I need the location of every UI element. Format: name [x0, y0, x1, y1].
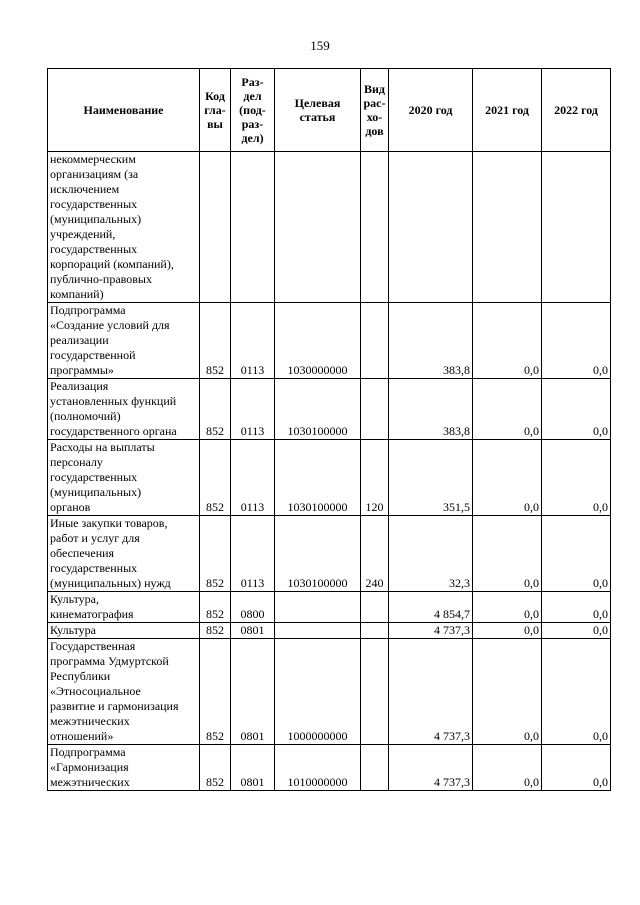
- cell-vid-rashodov: [361, 592, 389, 623]
- name-line: межэтнических: [50, 775, 130, 789]
- cell-celevaya-statya: 1030000000: [275, 303, 361, 379]
- cell-2020: 4 737,3: [389, 639, 473, 745]
- name-line: (муниципальных): [50, 212, 142, 226]
- cell-kod-glavy: 852: [200, 623, 231, 639]
- cell-razdel: 0801: [231, 639, 275, 745]
- name-line: государственных: [50, 197, 138, 211]
- name-line: некоммерческим: [50, 152, 136, 166]
- cell-vid-rashodov: [361, 379, 389, 440]
- header-2021: 2021 год: [473, 69, 542, 152]
- cell-name: [48, 639, 200, 745]
- cell-celevaya-statya: 1000000000: [275, 639, 361, 745]
- header-line: рас-: [363, 96, 386, 110]
- cell-2021: 0,0: [473, 623, 542, 639]
- cell-2021: 0,0: [473, 639, 542, 745]
- cell-kod-glavy: 852: [200, 440, 231, 516]
- name-line: (муниципальных): [50, 485, 142, 499]
- table-row: [48, 639, 611, 745]
- cell-2020: 4 737,3: [389, 745, 473, 791]
- cell-vid-rashodov: [361, 745, 389, 791]
- cell-vid-rashodov: 240: [361, 516, 389, 592]
- cell-celevaya-statya: [275, 623, 361, 639]
- cell-celevaya-statya: 1010000000: [275, 745, 361, 791]
- name-line: (полномочий): [50, 409, 121, 423]
- header-2020: 2020 год: [389, 69, 473, 152]
- table-row: [48, 745, 611, 791]
- cell-2020: 4 854,7: [389, 592, 473, 623]
- table-row: [48, 379, 611, 440]
- cell-kod-glavy: 852: [200, 379, 231, 440]
- header-name: Наименование: [48, 69, 200, 152]
- header-row: [48, 69, 611, 152]
- name-line: Расходы на выплаты: [50, 440, 155, 454]
- table-row: [48, 623, 611, 639]
- cell-vid-rashodov: [361, 639, 389, 745]
- name-line: работ и услуг для: [50, 531, 140, 545]
- header-line: дел): [241, 131, 264, 145]
- header-line: статья: [299, 110, 336, 124]
- cell-2022: 0,0: [542, 516, 611, 592]
- cell-celevaya-statya: [275, 152, 361, 303]
- name-line: программа Удмуртской: [50, 654, 169, 668]
- cell-celevaya-statya: 1030100000: [275, 440, 361, 516]
- cell-kod-glavy: 852: [200, 639, 231, 745]
- cell-name: [48, 303, 200, 379]
- name-line: Государственная: [50, 639, 136, 653]
- cell-name: [48, 745, 200, 791]
- cell-celevaya-statya: 1030100000: [275, 516, 361, 592]
- cell-kod-glavy: 852: [200, 516, 231, 592]
- name-line: (муниципальных) нужд: [50, 576, 171, 590]
- header-kod-glavy: [200, 69, 231, 152]
- cell-name: [48, 623, 200, 639]
- name-line: компаний): [50, 287, 104, 301]
- name-line: Реализация: [50, 379, 109, 393]
- budget-table: [47, 68, 611, 791]
- cell-2020: 383,8: [389, 379, 473, 440]
- name-line: Республики: [50, 669, 111, 683]
- cell-2021: 0,0: [473, 379, 542, 440]
- header-line: Раз-: [241, 75, 264, 89]
- name-line: Иные закупки товаров,: [50, 516, 168, 530]
- name-line: Подпрограмма: [50, 745, 126, 759]
- cell-2021: [473, 152, 542, 303]
- cell-2021: 0,0: [473, 592, 542, 623]
- table-row: [48, 152, 611, 303]
- cell-name: [48, 379, 200, 440]
- cell-2020: 383,8: [389, 303, 473, 379]
- name-line: государственных: [50, 561, 138, 575]
- header-line: Вид: [364, 82, 385, 96]
- cell-2022: 0,0: [542, 592, 611, 623]
- name-line: Культура: [50, 623, 96, 637]
- header-razdel: [231, 69, 275, 152]
- cell-razdel: [231, 152, 275, 303]
- cell-razdel: 0113: [231, 379, 275, 440]
- name-line: государственных: [50, 242, 138, 256]
- cell-razdel: 0801: [231, 745, 275, 791]
- name-line: Культура,: [50, 592, 99, 606]
- name-line: отношений»: [50, 729, 114, 743]
- cell-vid-rashodov: 120: [361, 440, 389, 516]
- cell-2022: 0,0: [542, 623, 611, 639]
- cell-2021: 0,0: [473, 303, 542, 379]
- table-row: [48, 440, 611, 516]
- cell-razdel: 0113: [231, 516, 275, 592]
- name-line: государственных: [50, 470, 138, 484]
- table-row: [48, 303, 611, 379]
- header-line: гла-: [204, 103, 226, 117]
- page-number: 159: [310, 38, 330, 53]
- name-line: реализации: [50, 333, 109, 347]
- name-line: публично-правовых: [50, 272, 152, 286]
- cell-kod-glavy: 852: [200, 745, 231, 791]
- name-line: исключением: [50, 182, 120, 196]
- header-line: вы: [207, 117, 223, 131]
- name-line: учреждений,: [50, 227, 116, 241]
- cell-2022: 0,0: [542, 745, 611, 791]
- cell-2022: 0,0: [542, 440, 611, 516]
- cell-vid-rashodov: [361, 152, 389, 303]
- header-line: Код: [205, 89, 225, 103]
- name-line: организациям (за: [50, 167, 139, 181]
- table-body: [48, 152, 611, 791]
- cell-name: [48, 592, 200, 623]
- name-line: корпораций (компаний),: [50, 257, 174, 271]
- name-line: кинематография: [50, 607, 134, 621]
- cell-2020: 32,3: [389, 516, 473, 592]
- cell-name: [48, 152, 200, 303]
- cell-2022: 0,0: [542, 303, 611, 379]
- name-line: «Создание условий для: [50, 318, 170, 332]
- header-celevaya-statya: [275, 69, 361, 152]
- cell-vid-rashodov: [361, 303, 389, 379]
- name-line: Подпрограмма: [50, 303, 126, 317]
- table-row: [48, 516, 611, 592]
- name-line: «Гармонизация: [50, 760, 129, 774]
- cell-kod-glavy: [200, 152, 231, 303]
- cell-razdel: 0113: [231, 440, 275, 516]
- cell-celevaya-statya: [275, 592, 361, 623]
- header-vid-rashodov: [361, 69, 389, 152]
- name-line: «Этносоциальное: [50, 684, 141, 698]
- name-line: персоналу: [50, 455, 103, 469]
- cell-2021: 0,0: [473, 516, 542, 592]
- cell-2020: 351,5: [389, 440, 473, 516]
- name-line: государственного органа: [50, 424, 177, 438]
- cell-2020: [389, 152, 473, 303]
- cell-2022: 0,0: [542, 379, 611, 440]
- cell-vid-rashodov: [361, 623, 389, 639]
- name-line: программы»: [50, 363, 114, 377]
- name-line: межэтнических: [50, 714, 130, 728]
- cell-2020: 4 737,3: [389, 623, 473, 639]
- cell-kod-glavy: 852: [200, 592, 231, 623]
- cell-razdel: 0113: [231, 303, 275, 379]
- cell-2022: 0,0: [542, 639, 611, 745]
- header-2022: 2022 год: [542, 69, 611, 152]
- cell-2021: 0,0: [473, 745, 542, 791]
- cell-celevaya-statya: 1030100000: [275, 379, 361, 440]
- name-line: государственной: [50, 348, 136, 362]
- header-line: Целевая: [294, 96, 341, 110]
- header-line: (под-: [239, 103, 266, 117]
- cell-2021: 0,0: [473, 440, 542, 516]
- cell-razdel: 0801: [231, 623, 275, 639]
- header-line: дел: [243, 89, 262, 103]
- name-line: органов: [50, 500, 91, 514]
- header-line: раз-: [241, 117, 264, 131]
- name-line: обеспечения: [50, 546, 115, 560]
- cell-name: [48, 516, 200, 592]
- name-line: развитие и гармонизация: [50, 699, 179, 713]
- name-line: установленных функций: [50, 394, 177, 408]
- header-line: хо-: [366, 110, 383, 124]
- cell-kod-glavy: 852: [200, 303, 231, 379]
- table-row: [48, 592, 611, 623]
- header-line: дов: [365, 124, 384, 138]
- cell-name: [48, 440, 200, 516]
- cell-razdel: 0800: [231, 592, 275, 623]
- cell-2022: [542, 152, 611, 303]
